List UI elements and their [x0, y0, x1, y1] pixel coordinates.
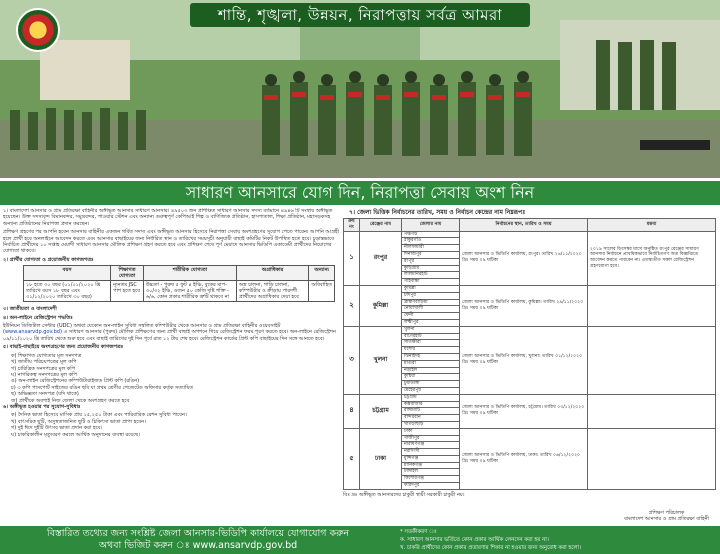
range-number: ৪ — [344, 394, 360, 428]
district-name: কুড়িগ্রাম — [402, 265, 460, 272]
range-name: কুমিল্লা — [360, 285, 402, 326]
education-cell: ন্যূনতম JSC পাশ হতে হবে — [111, 281, 144, 302]
district-name: খাগড়াছড়ি — [402, 421, 460, 428]
list-item: ঘ) চাকরিকালীন মৃত্যুবরণ করলে আর্থিক অনুদানের ব্যবস্থা রয়েছে। — [11, 431, 141, 438]
remark-cell-empty — [588, 428, 716, 489]
registration-paragraph: ইউনিয়ন ডিজিটাল সেন্টার (UDC) অথবা যেকোন অন-লাইন সুবিধা সম্বলিত কম্পিউটার থেকে আনসার ও গ্রাম প্রতিরক্ষা বাহিনীর ওয়েবসাইট (www.ansarvdp.gov.bd) এ সাধারণ আনসার (পুরুষ) মৌলিক প্রশিক্ষণের জন্য প্রার্থী বাছাই অপশনে গিয়ে রেজিস্ট্রেশন ফরম পূরণ করতে হবে। অন-লাইনে রেজিস্ট্রেশন ০৯/১১/২০২০ খ্রি তারিখ থেকে শুরু হবে এবং বাছাই তারিখের দুই দিন পূর্বে রাত ১২ টায় শেষ হবে। রেজিস্ট্রেশন কার্ডের প্রিন্ট কপি বাছাইয়ের দিন সঙ্গে আনতে হবে। — [3, 323, 336, 342]
district-name: লক্ষ্মীপুর — [402, 319, 460, 326]
eligibility-table — [23, 265, 335, 302]
district-name: রাঙ্গামাটি — [402, 408, 460, 415]
district-name: ফরিদপুর — [402, 483, 460, 490]
caution-title: * সতর্কীকরণ ঃ — [400, 529, 437, 535]
district-name: কুষ্টিয়া — [402, 374, 460, 381]
district-name: নারায়ণগঞ্জ — [402, 442, 460, 449]
table-header: বয়স — [24, 266, 111, 281]
table-header: ক্রম নং — [344, 219, 360, 232]
remark-cell-empty — [588, 285, 716, 326]
district-name: পঞ্চগড় — [402, 231, 460, 238]
list-item: খ) জাতীয় পরিচয়পত্রের মূল কপি — [11, 359, 77, 366]
table-row — [344, 326, 716, 333]
list-item: ঘ) নাগরিকত্ব সনদপত্রের মূল কপি — [11, 371, 77, 378]
district-name: ঢাকা — [402, 428, 460, 435]
range-number: ২ — [344, 285, 360, 326]
table-row — [344, 285, 716, 292]
table-header: রেঞ্জের নাম — [360, 219, 402, 232]
list-item: জ) প্রার্থীকে অবশ্যই নিজ জেলা থেকে অংশগ্রহণ করতে হবে — [11, 397, 130, 404]
district-name: গাজীপুর — [402, 435, 460, 442]
district-name: দিনাজপুর — [402, 251, 460, 258]
list-item: ক) শিক্ষাগত যোগ্যতার মূল সনদপত্র — [11, 352, 82, 359]
table-row — [344, 231, 716, 238]
range-number: ৫ — [344, 428, 360, 489]
table-header: শারীরিক যোগ্যতা — [143, 266, 236, 281]
training-paragraph: প্রশিক্ষণ গ্রহণের পর আপনি হবেন আনসার বাহিনীর একজন গর্বিত সদস্য এবং অঙ্গীভূত আনসার হিসেবে নিরাপত্তা সেবায় অংশগ্রহণের সুযোগ পেতে পারেন। আপনি আগ্রহী হলে প্রার্থী হবে অনলাইনে আবেদন করতে এবং আনসার বাছাইয়ের জন্য নির্ধারিত স্থান ও তারিখের সময়সূচী অনুযায়ী বাছাই কমিটির নিকট উপস্থিত হতে হবে। চূড়ান্তভাবে নির্বাচিত প্রার্থীদের ১০ সপ্তাহ মেয়াদী সাধারণ আনসার মৌলিক প্রশিক্ষণ গ্রহণ করতে হবে এবং প্রশিক্ষণ শেষে পূর্ণ মেয়াদে আনসার ভিডিপি একাডেমী প্রার্থীদের নিয়োগের যোগ্যতা থাকবে। — [3, 229, 340, 255]
caution-line: খ. চাকরি প্রার্থীদের কোন প্রকার প্রতারণার শিকার না হওয়ার জন্য অনুরোধ করা হলো। — [400, 545, 581, 551]
district-name: কিশোরগঞ্জ — [402, 476, 460, 483]
intro-paragraph: ১। বাংলাদেশ আনসার ও গ্রাম প্রতিরক্ষা বাহিনীর অঙ্গীভূত আনসার সাধারণ আনসার। ৪৯৫০৩ জন প্রশিক্ষিত সাধারণ আনসার সদস্য বর্তমানে ৪৯৪৬ টি সংস্থায় অঙ্গীভূত হয়েছেন। উক্ত সদস্যবৃন্দ বিমানবন্দর, সমুদ্রবন্দর, পাওয়ার স্টেশন এবং অন্যান্য গুরুত্বপূর্ণ কেপিআই শিল্প ও বাণিজ্যিক প্রতিষ্ঠান, হাসপাতাল, শিক্ষা প্রতিষ্ঠান, মহাসড়কসহ অন্যান্য প্রতিষ্ঠানের নিরাপত্তা প্রদান করছেন। — [3, 208, 333, 227]
remark-cell-empty — [588, 394, 716, 428]
priority-cell: অস্ত্র চালনা, গাড়ি চালনা, কম্পিউটার ও ক্রীড়ায় পারদর্শী প্রার্থীদের অগ্রাধিকার দেয়া হবে — [236, 281, 308, 302]
caution-block — [400, 528, 716, 552]
list-item: ছ) অভিজ্ঞতা সনদপত্র (যদি থাকে) — [11, 391, 79, 398]
table-header: মন্তব্য — [588, 219, 716, 232]
schedule-title: ৭। জেলা ভিত্তিক নির্বাচনের তারিখ, সময় ও নির্বাচন কেন্দ্রের নাম নিম্নরূপঃ — [349, 209, 526, 216]
district-name: মাগুরা — [402, 360, 460, 367]
footer-bar — [0, 526, 720, 554]
schedule-column — [343, 208, 717, 524]
district-name: চাঁদপুর — [402, 292, 460, 299]
documents-heading: ৫। বাছাই-বাছাইয়ে অংশগ্রহণের জন্য প্রয়োজনীয় কাগজপত্রঃ — [3, 344, 124, 351]
list-item: ঙ) অন-লাইন রেজিস্ট্রেশনের কম্পিউটারাইজড প্রিন্ট কপি (রঙিন) — [11, 378, 140, 385]
registration-text-2: এ সাধারণ আনসার (পুরুষ) মৌলিক প্রশিক্ষণের জন্য প্রার্থী বাছাই অপশনে গিয়ে রেজিস্ট্রেশন ফরম পূরণ করতে হবে। অন-লাইনে রেজিস্ট্রেশন ০৯/১১/২০২০ খ্রি তারিখ থেকে শুরু হবে এবং বাছাই তারিখের দুই দিন পূর্বে রাত ১২ টায় শেষ হবে। রেজিস্ট্রেশন কার্ডের প্রিন্ট কপি বাছাইয়ের দিন সঙ্গে আনতে হবে। — [3, 329, 336, 342]
website-line[interactable]: অথবা ভিজিট করুন ঃ www.ansarvdp.gov.bd — [98, 540, 298, 551]
venue-date-time: জেলা আনসার ও ভিডিপি কার্যালয়, রংপুর। তারিখ ২৬/১১/২০২০ খ্রি। সময় ০৯ ঘটিকা — [460, 231, 588, 285]
table-header: জেলার নাম — [402, 219, 460, 232]
schedule-body — [344, 231, 716, 489]
range-number: ৩ — [344, 326, 360, 394]
district-name: ব্রাহ্মণবাড়িয়া — [402, 299, 460, 306]
contact-info — [8, 528, 388, 552]
table-header: নির্বাচনের স্থান, তারিখ ও সময় — [460, 219, 588, 232]
venue-date-time: জেলা আনসার ও ভিডিপি কার্যালয়, কুমিল্লা। তারিখ ২৯/১১/২০২০ খ্রি। সময় ০৯ ঘটিকা — [460, 285, 588, 326]
headline-bar: সাধারণ আনসারে যোগ দিন, নিরাপত্তা সেবায় অংশ নিন — [0, 181, 720, 205]
contact-line: বিস্তারিত তথ্যের জন্য সংশ্লিষ্ট জেলা আনসার-ভিডিপি কার্যালয়ে যোগাযোগ করুন — [46, 528, 350, 539]
range-name: চট্টগ্রাম — [360, 394, 402, 428]
district-name: রংপুর — [402, 258, 460, 265]
range-name: খুলনা — [360, 326, 402, 394]
district-name: গাইবান্ধা — [402, 279, 460, 286]
district-name: মানিকগঞ্জ — [402, 462, 460, 469]
district-name: নোয়াখালী — [402, 306, 460, 313]
venue-date-time: জেলা আনসার ও ভিডিপি কার্যালয়, ঢাকা। তারিখ ০৬/১২/২০২০ খ্রি। সময় ০৯ ঘটিকা — [460, 428, 588, 489]
district-name: ফেনী — [402, 313, 460, 320]
caution-line: ক. সাধারণ আনসার ভর্তিতে কোন প্রকার আর্থিক লেনদেন করা হয় না। — [400, 537, 549, 543]
remark-cell: ২০১৯ সালের ডিসেম্বর মাসে অনুষ্ঠিত রংপুর রেঞ্জের সাধারণ আনসার নির্বাচনে প্রাথমিকভাবে নির্বাচিতগণ অত্র বিজ্ঞপ্তিতে আবেদন করতে পারবেন না। এতদ্ব্যতীত সকল রেজিস্ট্রেশন গ্রহণযোগ্য হবে। — [588, 231, 716, 285]
list-item: খ) বাৎসরিক ছুটি, অসুস্থতাজনিত ছুটি ও চিকিৎসা ভাতা প্রাপ্য হবেন। — [11, 418, 146, 425]
signatory-title: প্রশিক্ষণ পরিচালক — [648, 510, 685, 516]
district-name: খুলনা — [402, 326, 460, 333]
physical-cell: উচ্চতা - পুরুষ ৫ ফুট ৪ ইঞ্চি, বুকের মাপ- ৩০/৩২ ইঞ্চি, ওজন ৫০ কেজি দৃষ্টি শক্তি - ৬/৬, কোন প্রকার শারীরিক ত্রুটি থাকবে না — [143, 281, 236, 302]
district-name: বান্দরবান — [402, 415, 460, 422]
district-name: মেহেরপুর — [402, 387, 460, 394]
district-name: বাগেরহাট — [402, 333, 460, 340]
district-name: ঝিনাইদহ — [402, 353, 460, 360]
other-cell: অবিবাহিত — [309, 281, 335, 302]
website-link[interactable]: www.ansarvdp.gov.bd — [4, 329, 60, 336]
district-name: কুমিল্লা — [402, 285, 460, 292]
table-header: শিক্ষাগত যোগ্যতা — [111, 266, 144, 281]
motto-banner: শান্তি, শৃঙ্খলা, উন্নয়ন, নিরাপত্তায় সর্বত্র আমরা — [190, 3, 530, 27]
range-name: ঢাকা — [360, 428, 402, 489]
district-name: চট্টগ্রাম — [402, 394, 460, 401]
district-name: ঠাকুরগাঁও — [402, 238, 460, 245]
district-name: নরসিংদী — [402, 449, 460, 456]
venue-date-time: জেলা আনসার ও ভিডিপি কার্যালয়, খুলনা। তারিখ ০১/১২/২০২০ খ্রি। সময় ০৯ ঘটিকা — [460, 326, 588, 394]
range-number: ১ — [344, 231, 360, 285]
signature-block — [624, 510, 709, 522]
district-name: নীলফামারী — [402, 245, 460, 252]
eligibility-heading: ২। প্রার্থীর যোগ্যতা ও প্রয়োজনীয় কাগজপত্রঃ — [3, 256, 94, 263]
district-name: চুয়াডাঙ্গা — [402, 381, 460, 388]
list-item: গ) দুই ঈদে দুইটি উৎসব ভাতা প্রদান করা হবে। — [11, 425, 103, 432]
benefits-heading: ৬। অঙ্গীভূত হওয়ার পর সুযোগ-সুবিধাঃ — [3, 403, 81, 410]
table-header: অগ্রাধিকার — [236, 266, 308, 281]
list-item: ক) দৈনিক ভাতা হিসেবে মাসিক প্রায় ১৫,২৫০ টাকা এবং পারিবারিক রেশন সুবিধা পাবেন। — [11, 412, 187, 419]
district-name: নড়াইল — [402, 367, 460, 374]
venue-date-time: জেলা আনসার ও ভিডিপি কার্যালয়, চট্টগ্রাম। তারিখ ০৩/১২/২০২০ খ্রি। সময় ০৯ ঘটিকা — [460, 394, 588, 428]
district-name: লালমনিরহাট — [402, 272, 460, 279]
table-header: অন্যান্য — [309, 266, 335, 281]
header-photo-banner — [0, 0, 720, 178]
registration-heading: ৪। অন-লাইনে রেজিস্ট্রেশন পদ্ধতিঃ — [3, 314, 73, 321]
district-name: যশোর — [402, 347, 460, 354]
table-row — [344, 428, 716, 435]
remark-cell-empty — [588, 326, 716, 394]
age-cell: ১৮ হতে ৩০ বছর (০১/০১/২০২০ খ্রি তারিখে বয়স ১৮ বছর এবং ৩১/১২/২০২০ তারিখে ৩০ বছর) — [24, 281, 111, 302]
registration-text: ইউনিয়ন ডিজিটাল সেন্টার (UDC) অথবা যেকোন অন-লাইন সুবিধা সম্বলিত কম্পিউটার থেকে আনসার ও গ্রাম প্রতিরক্ষা বাহিনীর ওয়েবসাইট — [3, 323, 281, 330]
district-name: কক্সবাজার — [402, 401, 460, 408]
district-name: মুন্সিগঞ্জ — [402, 455, 460, 462]
district-name: টাঙ্গাইল — [402, 469, 460, 476]
eligibility-column — [3, 208, 340, 524]
district-name: সাতক্ষীরা — [402, 340, 460, 347]
signatory-org: বাংলাদেশ আনসার ও গ্রাম প্রতিরক্ষা বাহিনী — [624, 516, 709, 522]
schedule-table — [343, 218, 716, 490]
ansar-vdp-logo — [16, 8, 60, 52]
table-row — [344, 394, 716, 401]
list-item: চ) ৩ কপি পাসপোর্ট সাইজের রঙিন ছবি যা প্রথম শ্রেণীর গেজেটেড অফিসার কর্তৃক সত্যায়িত — [11, 384, 194, 391]
range-name: রংপুর — [360, 231, 402, 285]
disclaimer-note: বিঃ দ্রঃ অঙ্গীভূত আনসারদের চাকুরী স্থায়ী সরকারী চাকুরী নয়। — [343, 491, 465, 498]
nationality-line: ৩। জাতীয়তা ও বাংলাদেশী — [3, 306, 57, 313]
list-item: গ) চারিত্রিক সনদপত্রের মূল কপি — [11, 365, 76, 372]
